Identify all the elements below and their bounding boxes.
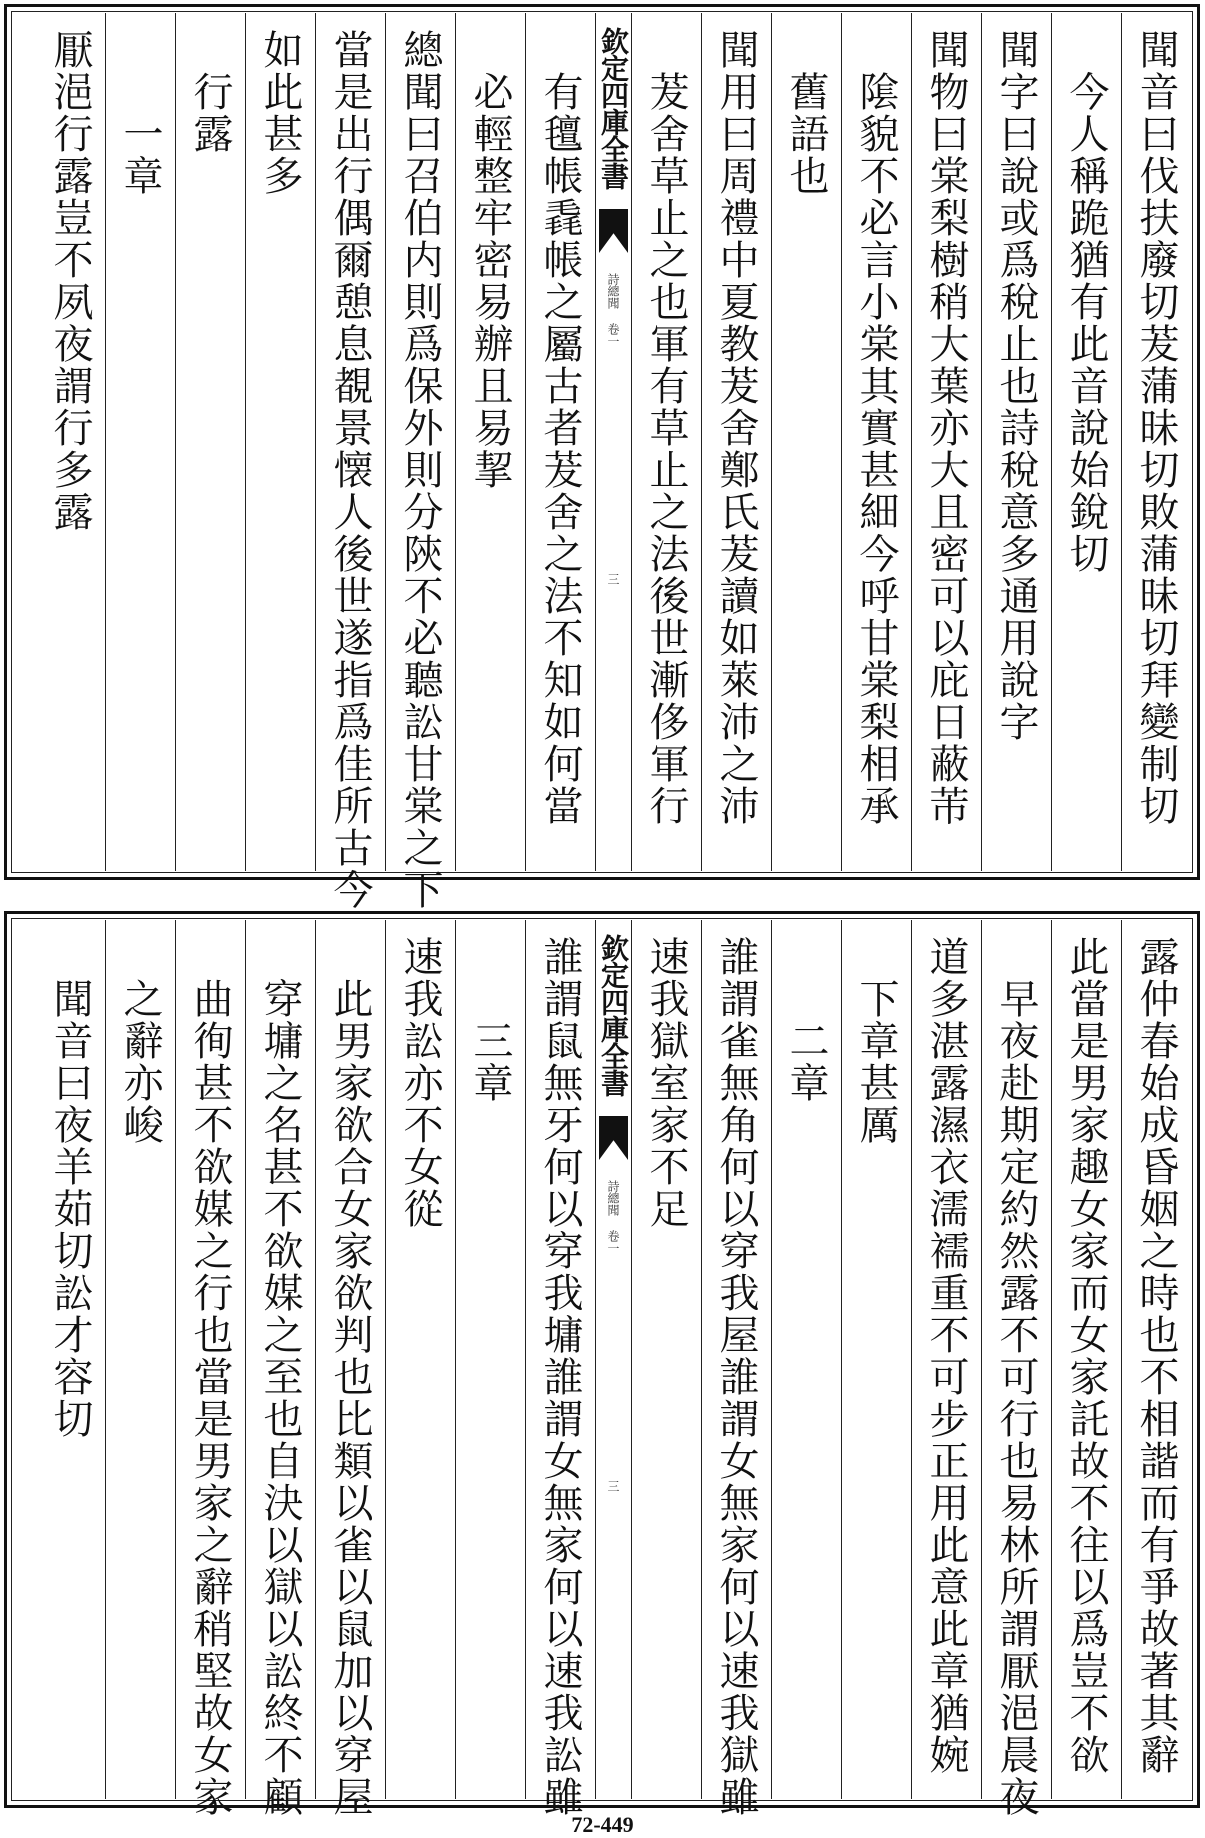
text-column — [35, 13, 105, 871]
text-column — [1121, 920, 1191, 1799]
text-column — [911, 13, 981, 871]
column-text: 此男家欲合女家欲判也比類以雀以鼠加以穿屋 — [327, 978, 373, 1818]
column-text: 隂貌不必言小棠其實甚細今呼甘棠梨相承 — [853, 71, 899, 827]
center-fold-column — [595, 13, 631, 871]
text-column — [105, 920, 175, 1799]
text-column — [701, 13, 771, 871]
column-text: 有氊帳毳帳之屬古者茇舍之法不知如何當 — [537, 71, 583, 827]
column-text: 曲徇甚不欲媒之行也當是男家之辭稍堅故女家 — [187, 978, 233, 1818]
book-name-label: 詩總聞 — [606, 1180, 620, 1216]
leaf-number: 三 — [606, 1480, 620, 1492]
column-text: 舊語也 — [783, 71, 829, 197]
text-column — [701, 920, 771, 1818]
text-column — [981, 13, 1051, 871]
column-text: 聞音曰夜羊茹切訟才容切 — [47, 978, 93, 1440]
column-text: 穿墉之名甚不欲媒之至也自決以獄以訟終不顧 — [257, 978, 303, 1818]
column-text: 此當是男家趣女家而女家託故不往以爲豈不欲 — [1063, 936, 1109, 1776]
text-column — [631, 920, 701, 1799]
text-column — [1051, 920, 1121, 1799]
text-column — [455, 13, 525, 871]
column-text: 今人稱跪猶有此音說始銳切 — [1063, 71, 1109, 575]
column-text: 露仲春始成昏姻之時也不相諧而有爭故著其辭 — [1133, 936, 1179, 1776]
text-column — [315, 920, 385, 1818]
column-text: 速我獄室家不足 — [643, 936, 689, 1230]
column-text: 行露 — [187, 71, 233, 155]
text-column — [315, 13, 385, 911]
column-text: 聞音曰伐扶廢切茇蒲昧切敗蒲昧切拜變制切 — [1133, 29, 1179, 827]
column-text: 必輕整牢密易辦且易挈 — [467, 71, 513, 491]
column-text: 聞字曰說或爲稅止也詩稅意多通用說字 — [993, 29, 1039, 743]
column-text: 速我訟亦不女從 — [397, 936, 443, 1230]
text-column — [525, 13, 595, 871]
column-text: 如此甚多 — [257, 29, 303, 197]
bottom-page — [4, 911, 1200, 1818]
text-column — [175, 13, 245, 871]
book-title-header: 欽定四庫全書 — [597, 934, 630, 1096]
column-text: 之辭亦峻 — [117, 978, 163, 1146]
text-column — [981, 920, 1051, 1818]
column-text: 聞用曰周禮中夏教茇舍鄭氏茇讀如萊沛之沛 — [713, 29, 759, 827]
book-name-label: 詩總聞 — [606, 273, 620, 309]
text-column — [385, 13, 455, 911]
column-text: 一章 — [117, 113, 163, 197]
page-footer-number: 72-449 — [571, 1812, 634, 1837]
column-text: 早夜赴期定約然露不可行也易林所謂厭浥晨夜 — [993, 978, 1039, 1818]
top-page — [4, 4, 1200, 911]
fish-tail-mark — [599, 209, 628, 253]
top-text-columns — [13, 13, 1191, 911]
text-column — [105, 13, 175, 871]
text-column — [1121, 13, 1191, 871]
text-column — [771, 920, 841, 1799]
text-column — [245, 920, 315, 1818]
column-text: 厭浥行露豈不夙夜謂行多露 — [47, 29, 93, 533]
fish-tail-mark — [599, 1116, 628, 1160]
text-column — [631, 13, 701, 871]
column-text: 誰謂雀無角何以穿我屋誰謂女無家何以速我獄雖 — [713, 936, 759, 1818]
leaf-number: 三 — [606, 573, 620, 585]
bottom-text-columns — [13, 920, 1191, 1818]
column-text: 茇舍草止之也軍有草止之法後世漸侈軍行 — [643, 71, 689, 827]
text-column — [35, 920, 105, 1799]
text-column — [455, 920, 525, 1799]
column-text: 總聞曰召伯内則爲保外則分陝不必聽訟甘棠之下 — [397, 29, 443, 911]
text-column — [245, 13, 315, 871]
text-column — [385, 920, 455, 1799]
column-text: 二章 — [783, 1020, 829, 1104]
column-text: 誰謂鼠無牙何以穿我墉誰謂女無家何以速我訟雖 — [537, 936, 583, 1818]
text-column — [911, 920, 981, 1799]
text-column — [841, 920, 911, 1799]
text-column — [175, 920, 245, 1818]
column-text: 聞物曰棠梨樹稍大葉亦大且密可以庇日蔽芾 — [923, 29, 969, 827]
volume-label: 卷一 — [606, 323, 620, 347]
text-column — [841, 13, 911, 871]
column-text: 下章甚厲 — [853, 978, 899, 1146]
book-title-header: 欽定四庫全書 — [597, 27, 630, 189]
center-fold-column — [595, 920, 631, 1799]
column-text: 三章 — [467, 1020, 513, 1104]
text-column — [525, 920, 595, 1818]
volume-label: 卷一 — [606, 1230, 620, 1254]
text-column — [1051, 13, 1121, 871]
column-text: 道多湛露濕衣濡襦重不可步正用此意此章猶婉 — [923, 936, 969, 1776]
column-text: 當是出行偶爾憩息覩景懐人後世遂指爲佳所古今 — [327, 29, 373, 911]
text-column — [771, 13, 841, 871]
